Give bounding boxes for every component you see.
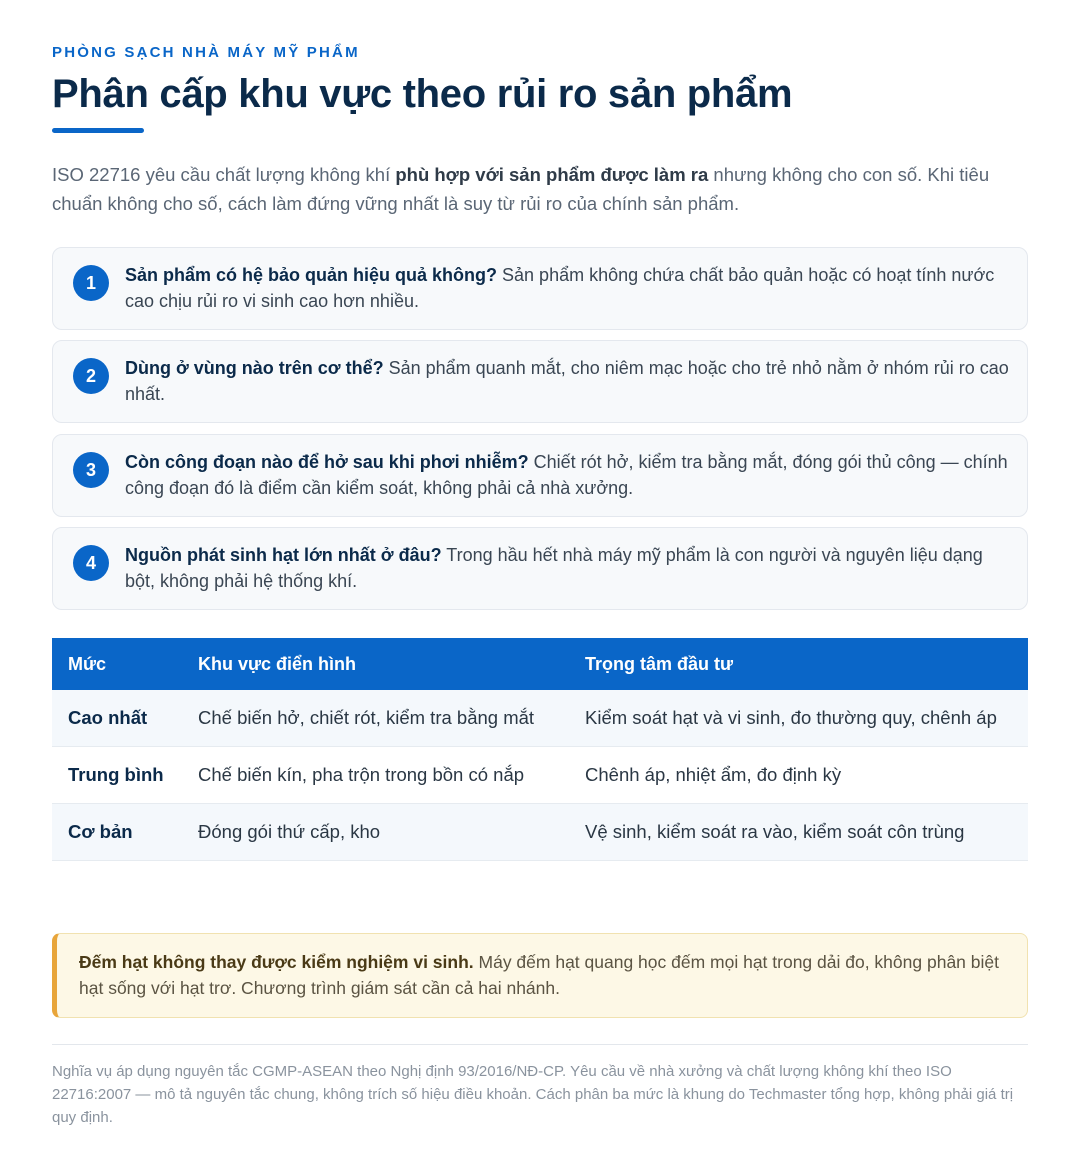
footnote: Nghĩa vụ áp dụng nguyên tắc CGMP-ASEAN theo Nghị định 93/2016/NĐ-CP. Yêu cầu về nhà xưởng và chất lượng không khí theo ISO 22716:2007 — mô tả nguyên tắc chung, không trích số hiệu điều khoản. Cách phân ba mức là khung do Techmaster tổng hợp, không phải giá trị quy định.	[52, 1063, 1014, 1126]
step-question: Dùng ở vùng nào trên cơ thể?	[125, 358, 384, 378]
step-detail: Chiết rót hở, kiểm tra bằng mắt, đóng gói thủ công — chính công đoạn đó là điểm cần kiểm soát, không phải cả nhà xưởng.	[125, 452, 1008, 498]
eyebrow-label: PHÒNG SẠCH NHÀ MÁY MỸ PHẨM	[52, 44, 360, 61]
risk-level-table	[52, 638, 1028, 861]
cell-focus: Chênh áp, nhiệt ẩm, đo định kỳ	[569, 747, 1028, 804]
step-number-badge: 2	[73, 358, 109, 394]
step-text	[125, 449, 1010, 501]
step-text	[125, 542, 1010, 594]
column-header-focus: Trọng tâm đầu tư	[569, 638, 1028, 690]
step-text	[125, 355, 1010, 407]
table-row	[52, 804, 1028, 861]
intro-paragraph	[52, 160, 1028, 218]
step-text	[125, 262, 1010, 314]
cell-level: Trung bình	[52, 747, 182, 804]
callout-bold: Đếm hạt không thay được kiểm nghiệm vi sinh.	[79, 952, 474, 972]
step-number-badge: 3	[73, 452, 109, 488]
page-title: Phân cấp khu vực theo rủi ro sản phẩm	[52, 72, 793, 116]
intro-text-before: ISO 22716 yêu cầu chất lượng không khí	[52, 164, 396, 185]
cell-level: Cơ bản	[52, 804, 182, 861]
step-card-1	[52, 247, 1028, 330]
step-card-4	[52, 527, 1028, 610]
intro-text-after: nhưng không cho con số. Khi tiêu chuẩn không cho số, cách làm đứng vững nhất là suy từ rủi ro của chính sản phẩm.	[52, 164, 990, 214]
cell-focus: Vệ sinh, kiểm soát ra vào, kiểm soát côn trùng	[569, 804, 1028, 861]
table-header-row	[52, 638, 1028, 690]
cell-area: Chế biến kín, pha trộn trong bồn có nắp	[182, 747, 569, 804]
step-card-2	[52, 340, 1028, 423]
table-row	[52, 747, 1028, 804]
cell-focus: Kiểm soát hạt và vi sinh, đo thường quy, chênh áp	[569, 690, 1028, 747]
step-number-badge: 4	[73, 545, 109, 581]
step-question: Sản phẩm có hệ bảo quản hiệu quả không?	[125, 265, 498, 285]
step-detail: Trong hầu hết nhà máy mỹ phẩm là con người và nguyên liệu dạng bột, không phải hệ thống khí.	[125, 545, 983, 591]
footer-divider	[52, 1044, 1028, 1045]
column-header-area: Khu vực điển hình	[182, 638, 569, 690]
step-detail: Sản phẩm quanh mắt, cho niêm mạc hoặc cho trẻ nhỏ nằm ở nhóm rủi ro cao nhất.	[125, 358, 1009, 404]
step-card-3	[52, 434, 1028, 517]
table-row	[52, 690, 1028, 747]
cell-area: Chế biến hở, chiết rót, kiểm tra bằng mắt	[182, 690, 569, 747]
cell-area: Đóng gói thứ cấp, kho	[182, 804, 569, 861]
step-detail: Sản phẩm không chứa chất bảo quản hoặc có hoạt tính nước cao chịu rủi ro vi sinh cao hơn nhiều.	[125, 265, 995, 311]
column-header-level: Mức	[52, 638, 182, 690]
step-question: Còn công đoạn nào để hở sau khi phơi nhiễm?	[125, 452, 529, 472]
title-underline	[52, 128, 144, 133]
cell-level: Cao nhất	[52, 690, 182, 747]
callout-text: Máy đếm hạt quang học đếm mọi hạt trong dải đo, không phân biệt hạt sống với hạt trơ. Chương trình giám sát cần cả hai nhánh.	[79, 952, 999, 998]
step-number-badge: 1	[73, 265, 109, 301]
warning-callout	[52, 933, 1028, 1018]
intro-text-bold: phù hợp với sản phẩm được làm ra	[395, 164, 709, 185]
step-question: Nguồn phát sinh hạt lớn nhất ở đâu?	[125, 545, 442, 565]
